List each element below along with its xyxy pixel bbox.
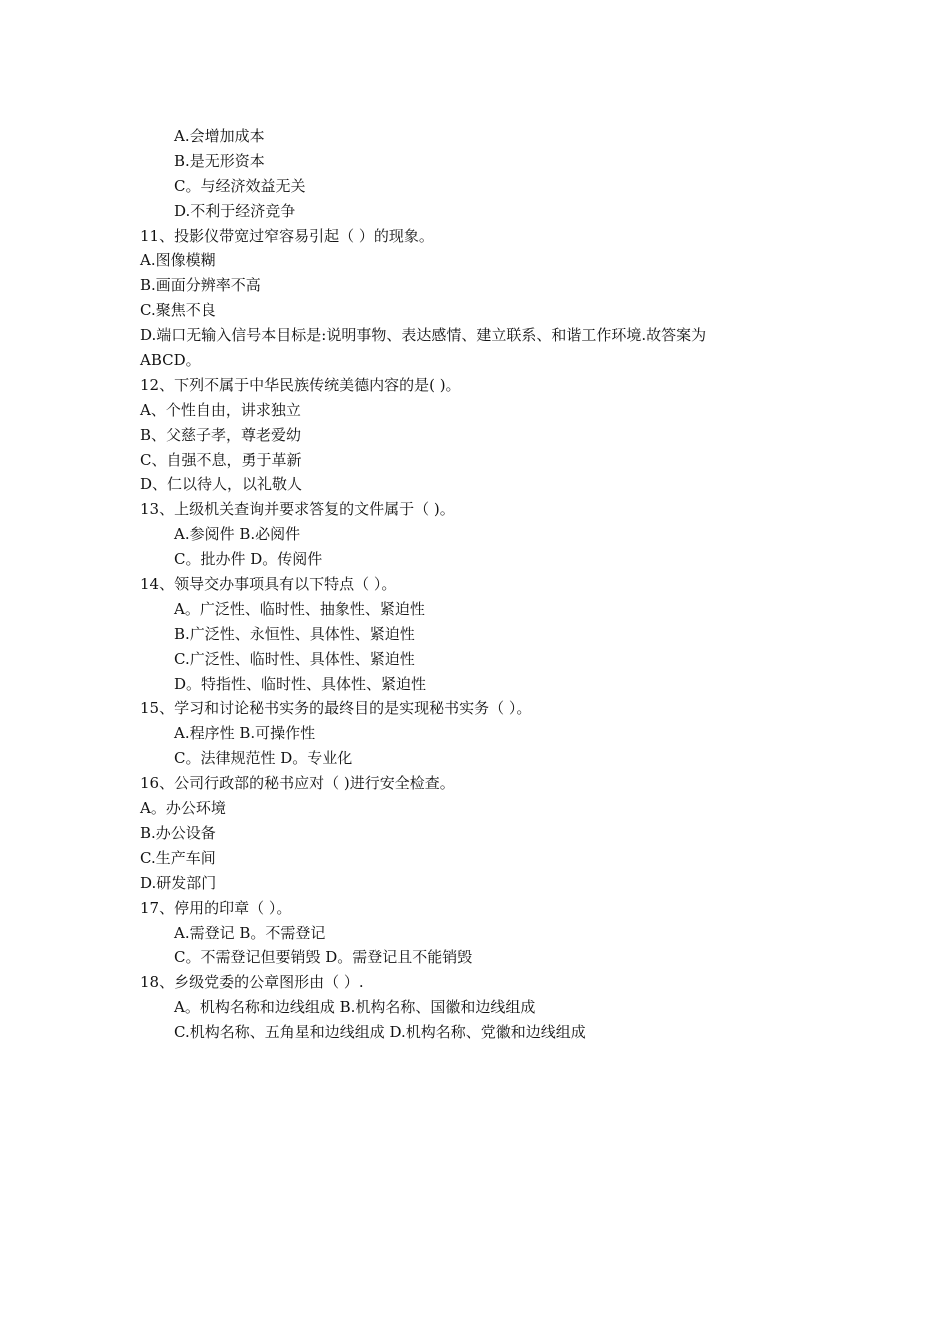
text-line: B、父慈子孝，尊老爱幼 (140, 425, 302, 444)
text-line: A。广泛性、临时性、抽象性、紧迫性 (174, 599, 425, 618)
text-line: B.画面分辨率不高 (140, 276, 261, 295)
text-line: C。法律规范性 D。专业化 (174, 749, 353, 768)
text-line: 14、领导交办事项具有以下特点（ ）。 (140, 575, 397, 594)
document-body (140, 124, 820, 1045)
text-line: D.端口无输入信号本目标是:说明事物、表达感情、建立联系、和谐工作环境.故答案为 (140, 326, 707, 345)
text-line: C。不需登记但要销毁 D。需登记且不能销毁 (174, 948, 473, 967)
text-line: 12、下列不属于中华民族传统美德内容的是( )。 (140, 375, 461, 394)
text-line: D、仁以待人，以礼敬人 (140, 475, 303, 494)
text-line: C。与经济效益无关 (174, 176, 306, 195)
text-line: C.广泛性、临时性、具体性、紧迫性 (174, 649, 415, 668)
text-line: B.广泛性、永恒性、具体性、紧迫性 (174, 624, 415, 643)
text-line: A.程序性 B.可操作性 (174, 724, 316, 743)
text-line: C、自强不息，勇于革新 (140, 450, 302, 469)
text-line: D。特指性、临时性、具体性、紧迫性 (174, 674, 427, 693)
text-line: 15、学习和讨论秘书实务的最终目的是实现秘书实务（ ）。 (140, 699, 532, 718)
text-line: A.图像模糊 (140, 251, 216, 270)
text-line: 11、投影仪带宽过窄容易引起（ ）的现象。 (140, 226, 434, 245)
text-line: A、个性自由，讲求独立 (140, 400, 301, 419)
text-line: B.是无形资本 (174, 151, 265, 170)
text-line: ABCD。 (140, 351, 201, 370)
text-line: A。办公环境 (140, 799, 226, 818)
text-line: C.机构名称、五角星和边线组成 D.机构名称、党徽和边线组成 (174, 1023, 586, 1042)
text-line: A.需登记 B。不需登记 (174, 923, 326, 942)
text-line: 16、公司行政部的秘书应对（ )进行安全检查。 (140, 774, 455, 793)
text-line: B.办公设备 (140, 823, 216, 842)
text-line: A。机构名称和边线组成 B.机构名称、国徽和边线组成 (174, 998, 536, 1017)
text-line: A.参阅件 B.必阅件 (174, 525, 301, 544)
text-line: C。批办件 D。传阅件 (174, 550, 323, 569)
text-line: A.会增加成本 (174, 127, 265, 145)
text-line: D.不利于经济竞争 (174, 201, 296, 220)
text-line: 13、上级机关查询并要求答复的文件属于（ )。 (140, 500, 455, 519)
text-line: 17、停用的印章（ ）。 (140, 898, 292, 917)
text-line: 18、乡级党委的公章图形由（ ）. (140, 973, 364, 992)
text-line: C.聚焦不良 (140, 301, 216, 320)
text-line: D.研发部门 (140, 873, 217, 892)
text-line: C.生产车间 (140, 848, 216, 867)
